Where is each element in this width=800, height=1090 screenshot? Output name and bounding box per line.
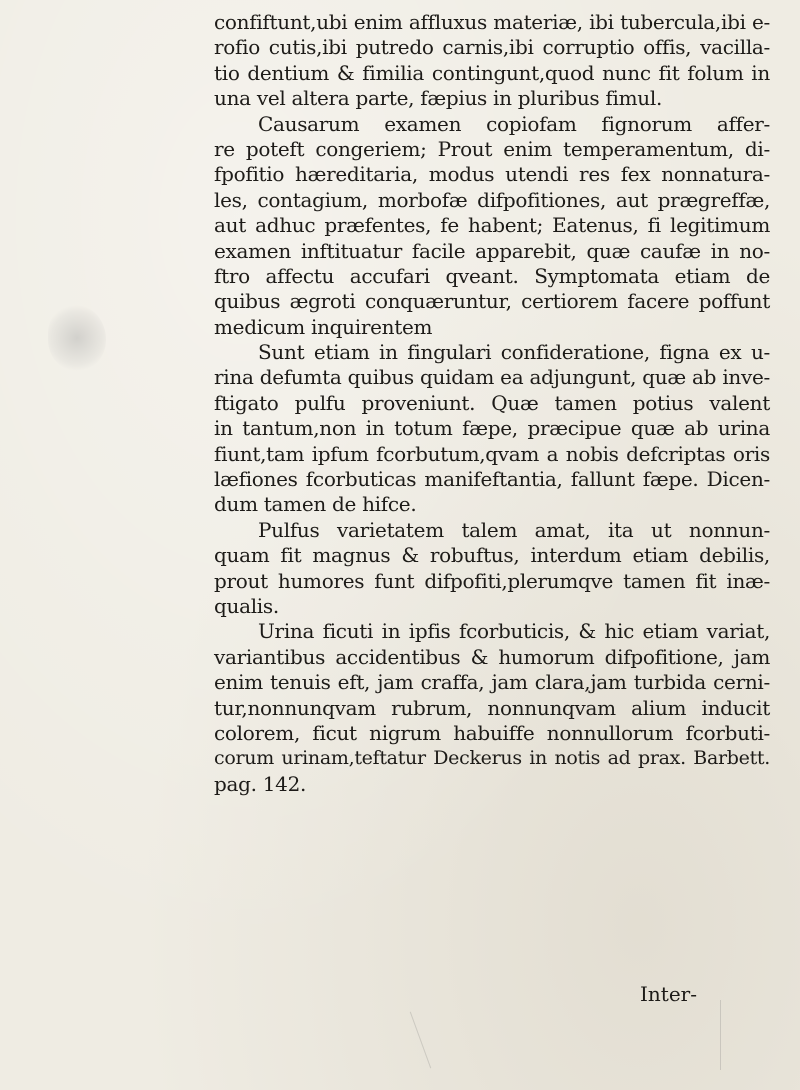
text-line: dum tamen de hifce.: [214, 492, 417, 517]
text-line: corum urinam,teftatur Deckerus in notis ad prax. Barbett.: [214, 747, 770, 770]
text-line: medicum inquirentem: [214, 314, 433, 339]
text-line: una vel altera parte, fæpius in pluribus fimul.: [214, 86, 663, 111]
text-line: pag. 142.: [214, 771, 307, 796]
text-line: læfiones fcorbuticas manifeftantia, fallunt fæpe. Dicen-: [214, 467, 770, 492]
text-line: prout humores funt difpofiti,plerumqve tamen fit inæ-: [214, 568, 770, 593]
text-line: quibus ægroti conquæruntur, certiorem facere poffunt: [214, 289, 770, 314]
text-line: tur,nonnunqvam rubrum, nonnunqvam alium inducit: [214, 695, 770, 720]
text-line: rofio cutis,ibi putredo carnis,ibi corruptio offis, vacilla-: [214, 35, 770, 60]
text-line: les, contagium, morbofæ difpofitiones, aut prægreffæ,: [214, 187, 770, 212]
paper-crease: [410, 1012, 431, 1069]
text-line: enim tenuis eft, jam craffa, jam clara,jam turbida cerni-: [214, 670, 770, 695]
text-line: fpofitio hæreditaria, modus utendi res fex nonnatura-: [214, 162, 770, 187]
text-line: re poteft congeriem; Prout enim temperamentum, di-: [214, 136, 770, 161]
text-line: qualis.: [214, 593, 279, 618]
text-line: Urina ficuti in ipfis fcorbuticis, & hic etiam variat,: [258, 619, 770, 644]
text-line: variantibus accidentibus & humorum difpofitione, jam: [214, 644, 770, 669]
body-text: [214, 10, 770, 797]
paper-crease: [720, 1000, 721, 1070]
text-line: aut adhuc præfentes, fe habent; Eatenus, fi legitimum: [214, 213, 770, 238]
text-line: Pulfus varietatem talem amat, ita ut nonnun-: [258, 517, 770, 542]
text-line: examen inftituatur facile apparebit, quæ caufæ in no-: [214, 238, 770, 263]
paper-stain: [48, 305, 106, 371]
text-line: ftro affectu accufari qveant. Symptomata etiam de: [214, 263, 770, 288]
text-line: in tantum,non in totum fæpe, præcipue quæ ab urina: [214, 416, 770, 441]
text-line: ftigato pulfu proveniunt. Quæ tamen potius valent: [214, 390, 770, 415]
catchword: Inter-: [640, 982, 697, 1006]
text-line: Sunt etiam in fingulari confideratione, figna ex u-: [258, 340, 770, 365]
text-line: tio dentium & fimilia contingunt,quod nunc fit folum in: [214, 60, 770, 85]
text-line: rina defumta quibus quidam ea adjungunt, quæ ab inve-: [214, 365, 770, 390]
text-line: quam fit magnus & robuftus, interdum etiam debilis,: [214, 543, 770, 568]
text-line: Causarum examen copiofam fignorum affer-: [258, 111, 770, 136]
text-line: colorem, ficut nigrum habuiffe nonnullorum fcorbuti-: [214, 720, 770, 745]
text-line: fiunt,tam ipfum fcorbutum,qvam a nobis defcriptas oris: [214, 441, 770, 466]
text-line: confiftunt,ubi enim affluxus materiæ, ibi tubercula,ibi e-: [214, 10, 770, 34]
